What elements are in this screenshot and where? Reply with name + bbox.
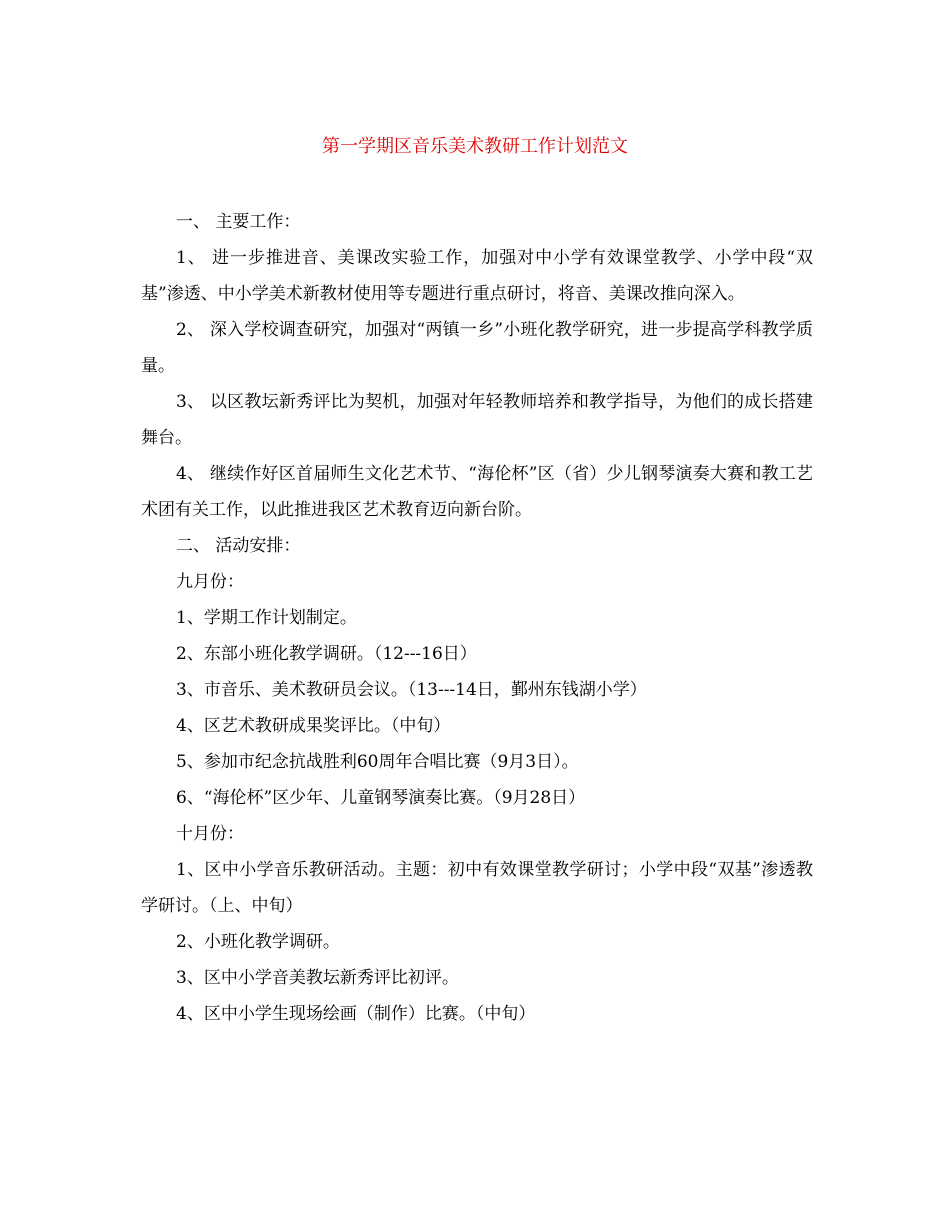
document-paragraph: 二、 活动安排： bbox=[176, 536, 301, 556]
document-title: 第一学期区音乐美术教研工作计划范文 bbox=[322, 136, 628, 157]
document-paragraph: 2、东部小班化教学调研。（12---16日） bbox=[176, 644, 477, 664]
document-paragraph: 3、区中小学音美教坛新秀评比初评。 bbox=[176, 968, 459, 988]
document-paragraph: 3、市音乐、美术教研员会议。（13---14日，鄞州东钱湖小学） bbox=[176, 680, 647, 700]
document-paragraph: 2、小班化教学调研。 bbox=[176, 932, 340, 952]
document-paragraph: 十月份： bbox=[176, 824, 244, 844]
document-paragraph: 九月份： bbox=[176, 572, 244, 592]
document-paragraph: 3、 以区教坛新秀评比为契机，加强对年轻教师培养和教学指导，为他们的成长搭建舞台。 bbox=[141, 392, 813, 448]
document-paragraph: 4、区艺术教研成果奖评比。（中旬） bbox=[176, 716, 451, 736]
document-paragraph: 2、 深入学校调查研究，加强对“两镇一乡”小班化教学研究，进一步提高学科教学质量。 bbox=[141, 320, 813, 376]
document-paragraph: 一、 主要工作： bbox=[176, 212, 301, 232]
document-paragraph: 1、区中小学音乐教研活动。主题：初中有效课堂教学研讨；小学中段“双基”渗透教学研讨。（上、中旬） bbox=[141, 860, 813, 916]
document-paragraph: 1、学期工作计划制定。 bbox=[176, 608, 357, 628]
document-paragraph: 4、 继续作好区首届师生文化艺术节、“海伦杯”区（省）少儿钢琴演奏大赛和教工艺术团有关工作，以此推进我区艺术教育迈向新台阶。 bbox=[141, 464, 813, 520]
document-paragraph: 5、参加市纪念抗战胜利60周年合唱比赛（9月3日）。 bbox=[176, 752, 579, 772]
document-paragraph: 1、 进一步推进音、美课改实验工作，加强对中小学有效课堂教学、小学中段“双基”渗透、中小学美术新教材使用等专题进行重点研讨，将音、美课改推向深入。 bbox=[141, 248, 813, 304]
document-paragraph: 4、区中小学生现场绘画（制作）比赛。（中旬） bbox=[176, 1004, 536, 1024]
document-body bbox=[141, 204, 813, 1032]
document-paragraph: 6、“海伦杯”区少年、儿童钢琴演奏比赛。（9月28日） bbox=[176, 788, 586, 808]
